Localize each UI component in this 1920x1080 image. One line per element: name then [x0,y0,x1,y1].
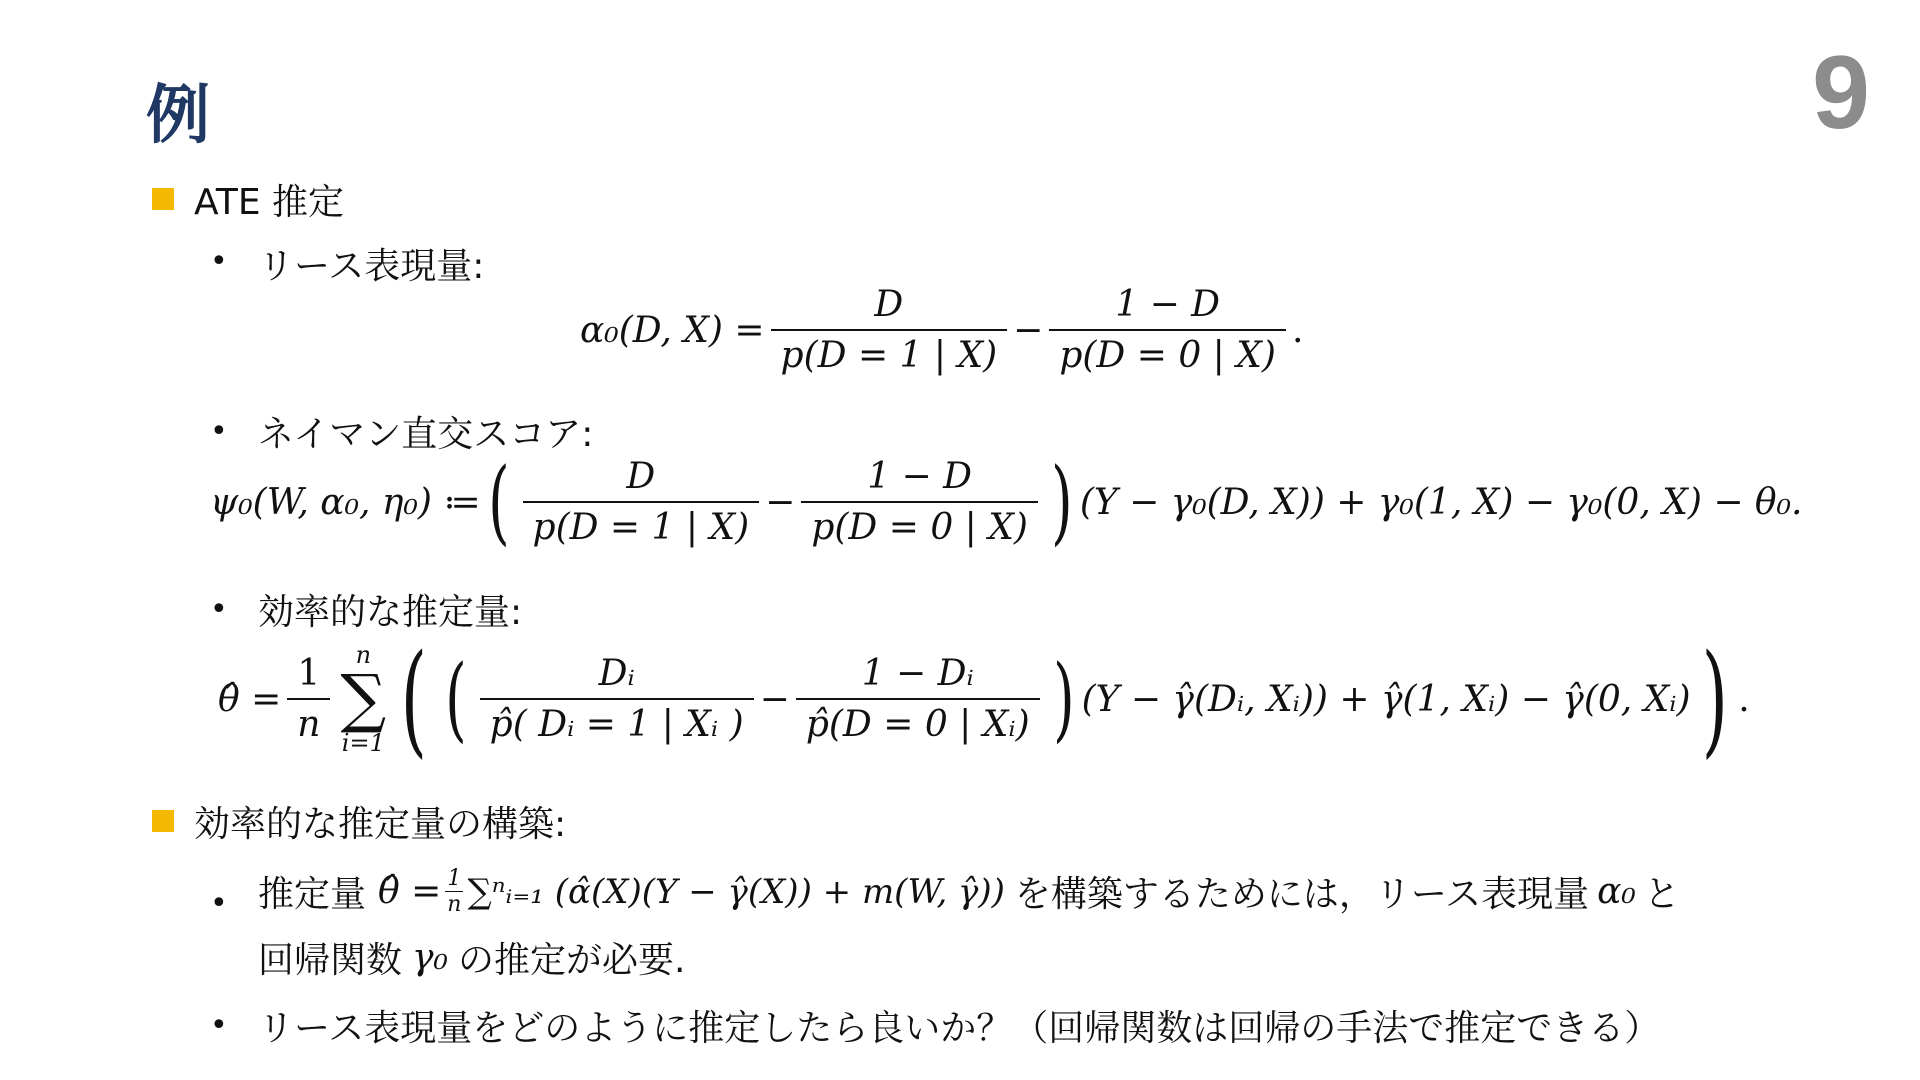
frac-numerator: 1 [297,653,321,694]
construction-gamma: γ₀ [412,937,448,978]
square-bullet-icon [152,188,174,210]
minus-sign: − [1013,309,1044,351]
period: . [1291,309,1304,351]
square-bullet-icon [152,810,174,832]
frac-denominator: p(D = 1 | X) [771,329,1008,376]
bullet-dot-icon: • [210,414,228,449]
construction-coef [445,866,463,917]
label-riesz: リース表現量: [258,246,485,287]
left-paren: ( [444,645,467,752]
frac-numerator: 1 − D [1115,284,1221,325]
bullet-dot-icon: • [210,886,228,921]
construction-line2-post: の推定が必要. [457,940,686,981]
question-text: リース表現量をどのように推定したら良いか？（回帰関数は回帰の手法で推定できる） [258,1008,1661,1049]
right-paren: ) [1701,628,1728,770]
frac-denominator: n [447,892,462,917]
frac-numerator: D [626,456,656,497]
page-number: 9 [1812,35,1870,151]
left-paren: ( [400,628,428,770]
formula-estimator-frac2 [796,653,1040,745]
right-paren: ) [1051,448,1073,555]
construction-mid: を構築するためには，リース表現量 [1014,874,1590,915]
formula-riesz-frac1 [771,284,1008,376]
minus-sign: − [759,678,790,720]
construction-line-1 [258,866,1680,917]
frac-denominator: n [287,698,330,745]
sigma-icon: ∑ [340,661,387,736]
frac-numerator: 1 − D [867,456,973,497]
formula-neyman-frac2 [801,456,1038,548]
frac-denominator: p(D = 1 | X) [523,501,760,548]
construction-post: と [1643,874,1680,915]
frac-denominator: p(D = 0 | X) [1049,329,1286,376]
formula-estimator-frac1 [480,653,754,745]
section-heading-ate: ATE 推定 [194,182,345,223]
construction-formula-tail: ∑ⁿᵢ₌₁ (α̂(X)(Y − γ̂(X)) + m(W, γ̂)) [467,871,1005,912]
bullet-dot-icon: • [210,244,228,279]
formula-neyman [210,448,1803,555]
formula-estimator [218,628,1750,770]
left-paren: ( [487,448,510,555]
frac-numerator: Dᵢ [598,653,635,694]
label-neyman: ネイマン直交スコア: [258,414,594,455]
frac-numerator: D [874,284,904,325]
minus-sign: − [765,481,796,523]
bullet-dot-icon: • [210,592,228,627]
frac-numerator: 1 [447,866,462,891]
formula-riesz-frac2 [1049,284,1286,376]
sum-lower-limit: i=1 [341,729,385,758]
formula-estimator-lhs: θ̂ = [218,678,282,720]
summation [340,641,386,758]
formula-estimator-coef [287,653,330,745]
frac-numerator: 1 − Dᵢ [861,653,974,694]
formula-estimator-tail: (Y − γ̂(Dᵢ, Xᵢ)) + γ̂(1, Xᵢ) − γ̂(0, Xᵢ) [1081,678,1691,720]
label-efficient-estimator: 効率的な推定量: [258,592,523,633]
frac-denominator: p(D = 0 | X) [801,501,1038,548]
frac-denominator: p̂(D = 0 | Xᵢ) [796,698,1040,745]
right-paren: ) [1052,645,1075,752]
construction-pre: 推定量 [258,874,367,915]
formula-riesz [580,284,1303,376]
section-heading-construction: 効率的な推定量の構築: [194,804,567,845]
frac-denominator: p̂( Dᵢ = 1 | Xᵢ ) [480,698,754,745]
construction-line-2 [258,932,685,983]
formula-neyman-tail: (Y − γ₀(D, X)) + γ₀(1, X) − γ₀(0, X) − θ₀. [1079,481,1803,523]
formula-riesz-lhs: α₀(D, X) = [580,309,765,351]
formula-neyman-frac1 [523,456,760,548]
period: . [1738,678,1750,720]
bullet-dot-icon: • [210,1008,228,1043]
formula-neyman-lhs: ψ₀(W, α₀, η₀) ≔ [210,481,481,523]
slide-title: 例 [146,79,210,153]
construction-alpha: α₀ [1597,871,1636,912]
construction-line2-pre: 回帰関数 [258,940,403,981]
construction-formula-lhs: θ̂ = [378,871,442,912]
sum-upper-limit: n [355,640,372,669]
